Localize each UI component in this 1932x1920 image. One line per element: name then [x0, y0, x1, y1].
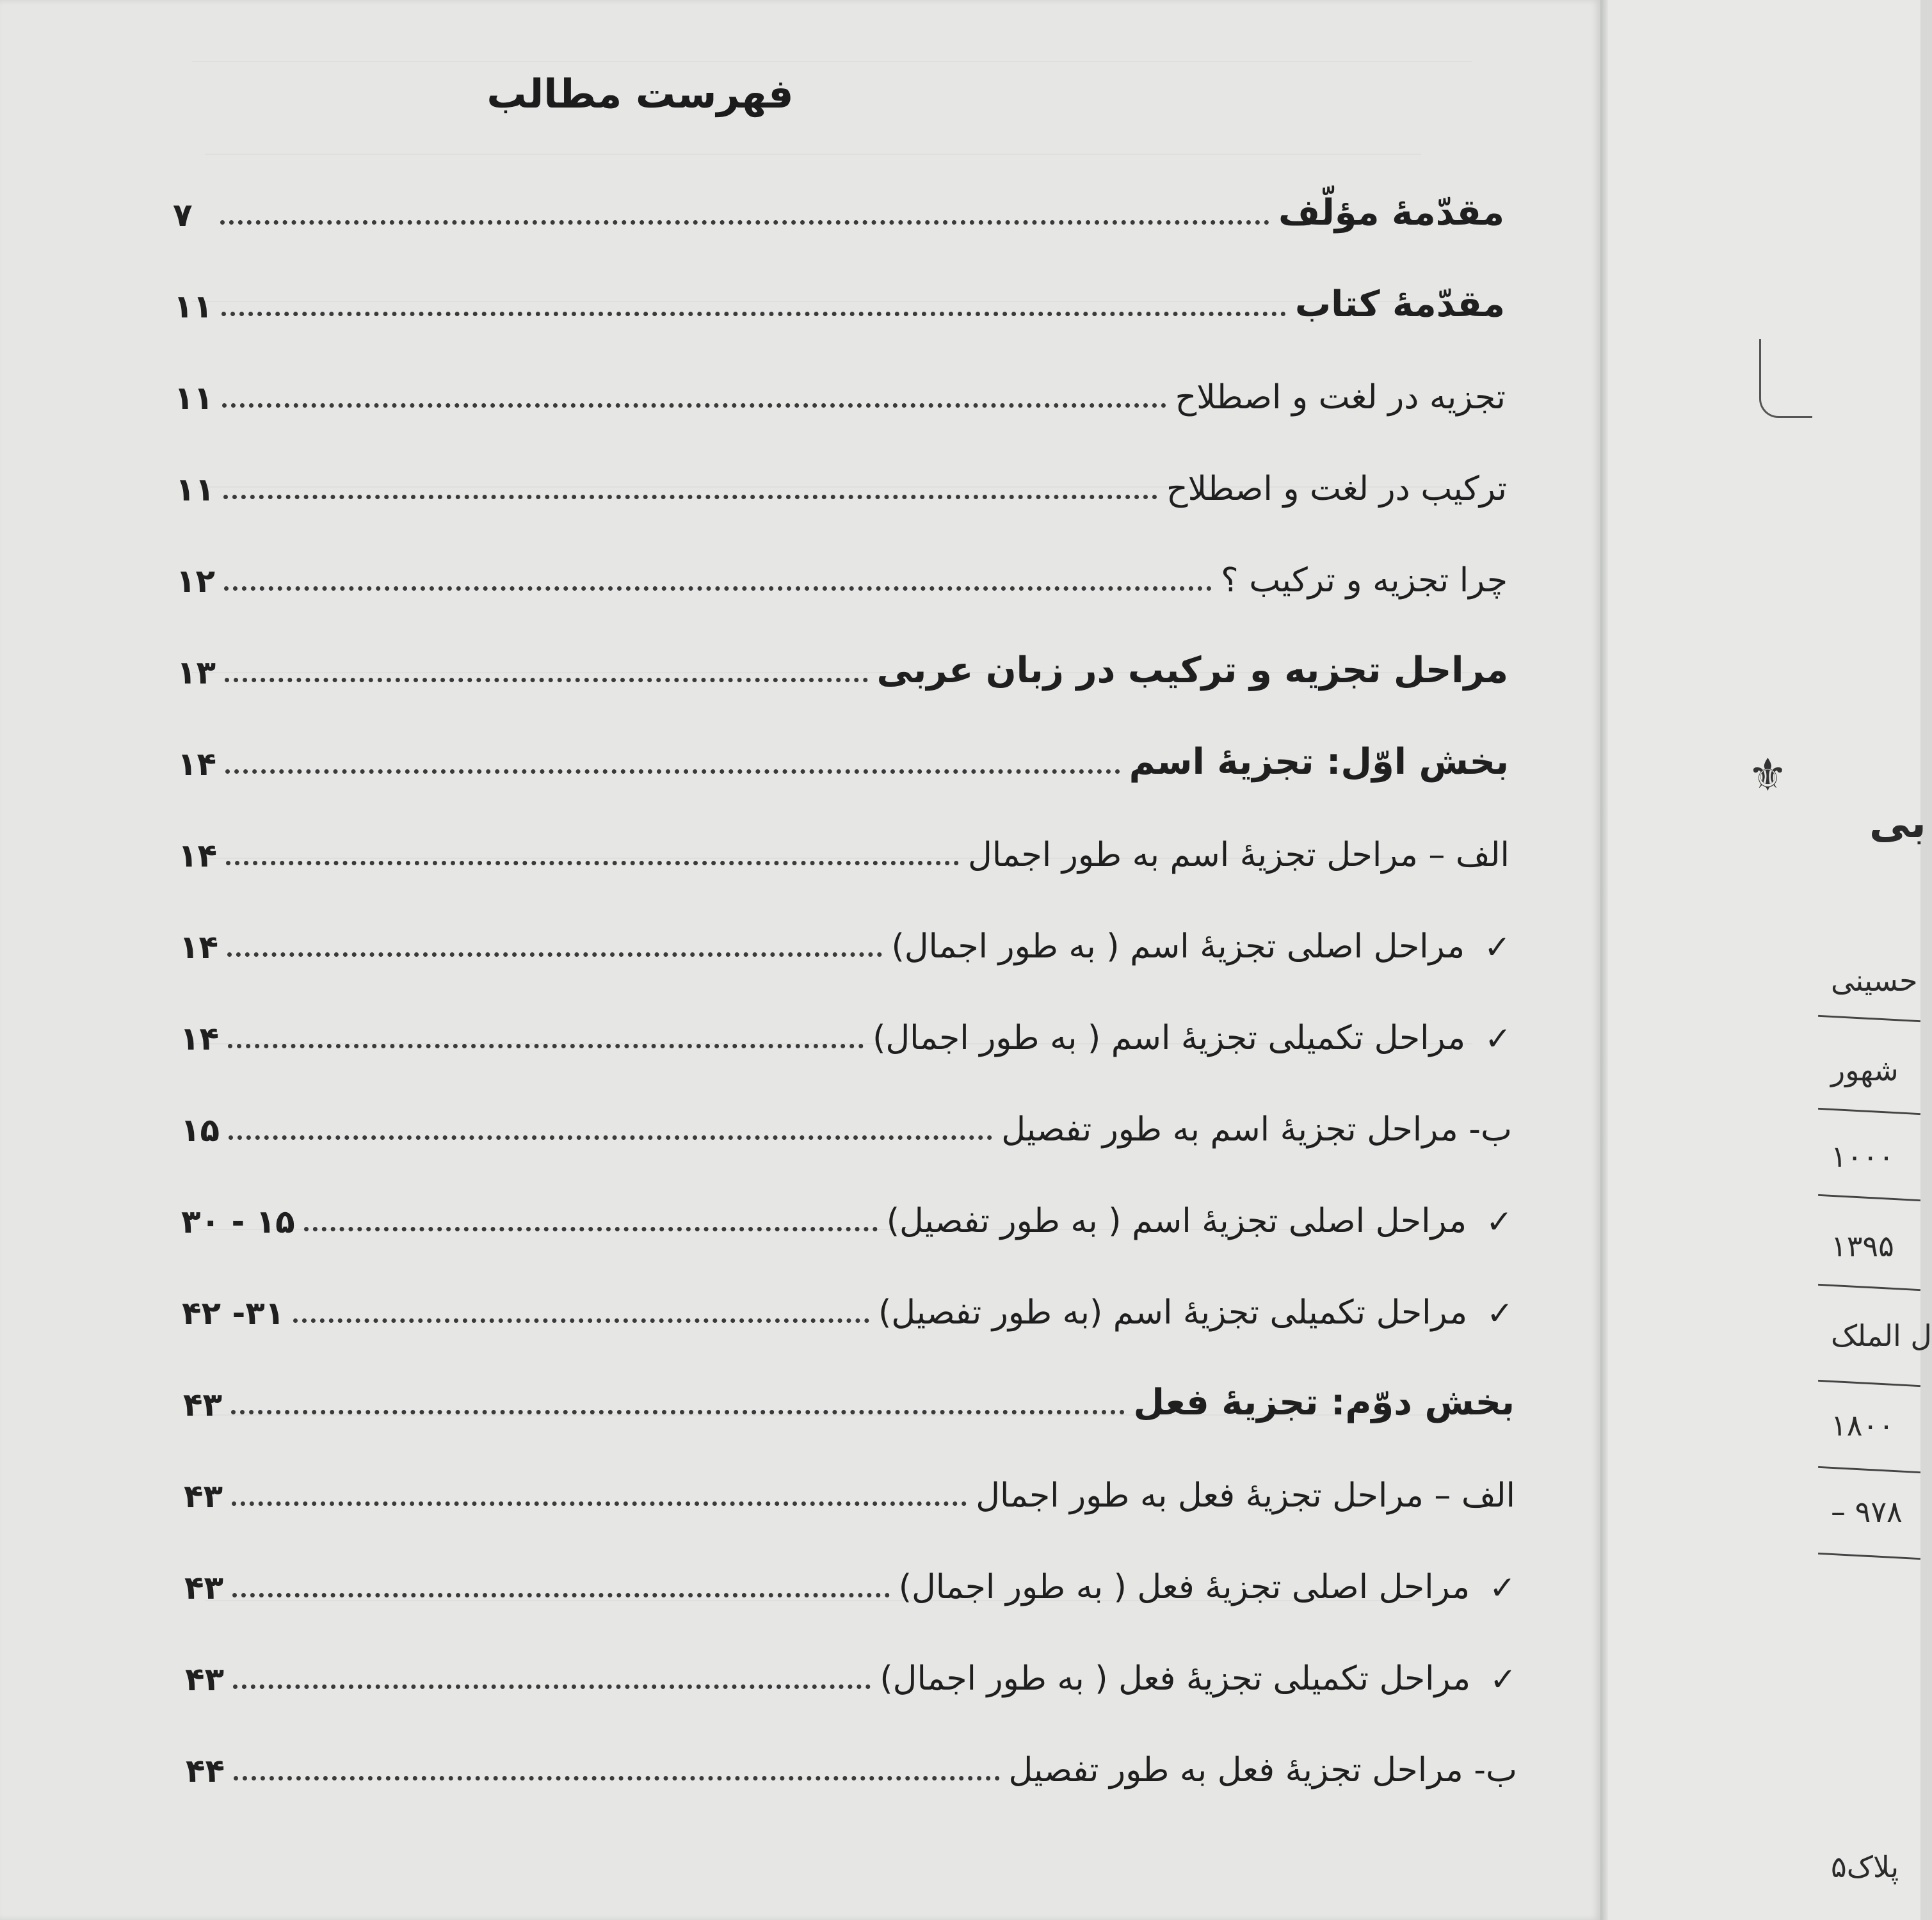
dot-leader [228, 1044, 864, 1048]
dot-leader [227, 952, 882, 957]
toc-entry-label: چرا تجزیه و ترکیب ؟ [1221, 561, 1508, 600]
dot-leader [220, 220, 1269, 225]
toc-page-number: ۱۱ [173, 288, 213, 325]
dot-leader [224, 586, 1212, 591]
toc-entry-label: مراحل تجزیه و ترکیب در زبان عربی [876, 650, 1508, 691]
facing-heading-fragment: بی [1869, 800, 1926, 847]
toc-entry-label: ب- مراحل تجزیهٔ فعل به طور تفصیل [1008, 1751, 1517, 1789]
toc-entry [184, 1457, 1515, 1515]
checkmark-icon: ✓ [1485, 1020, 1511, 1057]
toc-entry-label: ترکیب در لغت و اصطلاح [1166, 470, 1507, 508]
dot-leader [225, 678, 868, 682]
dot-leader [233, 1684, 871, 1689]
toc-entry [177, 725, 1509, 783]
toc-entry [177, 634, 1508, 691]
toc-page-number: ۱۱ [175, 471, 215, 508]
facing-text-fragment: پلاک۵ [1831, 1850, 1899, 1884]
facing-text-fragment: ۱۰۰۰ [1831, 1139, 1894, 1174]
toc-entry-label: بخش دوّم: تجزیهٔ فعل [1133, 1382, 1515, 1423]
toc-entry-label: مراحل اصلی تجزیهٔ اسم ( به طور اجمال) [891, 927, 1465, 966]
toc-entry-label: الف – مراحل تجزیهٔ اسم به طور اجمال [967, 836, 1509, 874]
toc-entry [185, 1640, 1517, 1698]
toc-entry [183, 1366, 1515, 1423]
toc-entry-label: مراحل تکمیلی تجزیهٔ فعل ( به طور اجمال) [880, 1660, 1471, 1698]
dot-leader [232, 1501, 967, 1506]
toc-entry [173, 268, 1505, 325]
toc-entry-label: ب- مراحل تجزیهٔ اسم به طور تفصیل [1001, 1110, 1512, 1149]
toc-entry [184, 1549, 1516, 1606]
facing-text-fragment: ۱۳۹۵ [1831, 1229, 1894, 1263]
toc-page-number: ۱۴ [177, 746, 217, 783]
dot-leader [223, 495, 1157, 499]
toc-entry-label: مراحل تکمیلی تجزیهٔ اسم (به طور تفصیل) [878, 1293, 1468, 1332]
toc-page-number: ۴۳ [183, 1386, 223, 1423]
toc-page-number: ۱۴ [178, 837, 218, 874]
dot-leader [231, 1410, 1124, 1414]
dot-leader [222, 403, 1166, 408]
bracket-mark [1759, 339, 1812, 418]
dot-leader [293, 1318, 869, 1323]
toc-entry-label: مقدّمهٔ کتاب [1294, 284, 1505, 325]
toc-page-number: ۱۵ - ۳۰ [181, 1203, 295, 1240]
floral-ornament-icon: ⚜ [1748, 749, 1788, 801]
book-gutter [1600, 0, 1608, 1920]
toc-entry-label: بخش اوّل: تجزیهٔ اسم [1129, 741, 1509, 783]
toc-page-number: ۱۴ [179, 929, 219, 966]
toc-page-number: ۱۵ [181, 1112, 220, 1149]
toc-entry [181, 1091, 1512, 1149]
facing-text-fragment: حسینی [1831, 963, 1918, 998]
toc-page-number: ۳۱- ۴۲ [182, 1295, 285, 1332]
toc-entry [178, 817, 1509, 874]
toc-page-number: ۴۴ [186, 1752, 225, 1789]
checkmark-icon: ✓ [1489, 1569, 1516, 1606]
toc-entry-label: الف – مراحل تجزیهٔ فعل به طور اجمال [976, 1476, 1515, 1515]
toc-page-number: ۱۴ [180, 1020, 220, 1057]
dot-leader [225, 769, 1120, 774]
toc-entry-label: تجزیه در لغت و اصطلاح [1175, 378, 1506, 417]
toc-entry [186, 1732, 1517, 1789]
toc-page-number: ۱۱ [174, 380, 214, 417]
checkmark-icon: ✓ [1484, 929, 1511, 966]
toc-entry [174, 359, 1506, 417]
dot-leader [229, 1135, 992, 1140]
dot-leader [234, 1776, 999, 1780]
toc-entry [173, 176, 1504, 234]
dot-leader [221, 312, 1286, 316]
facing-text-fragment: ۹۷۸ – [1831, 1494, 1903, 1529]
facing-text-fragment: ل الملک [1831, 1318, 1932, 1353]
checkmark-icon: ✓ [1490, 1661, 1517, 1698]
toc-page-number: ۴۳ [184, 1569, 224, 1606]
dot-leader [226, 861, 959, 865]
toc-entry [179, 908, 1511, 966]
toc-entry [181, 1183, 1513, 1240]
facing-text-fragment: ۱۸۰۰ [1831, 1408, 1894, 1443]
page-title: فهرست مطالب [487, 70, 794, 117]
toc-page-number: ۴۳ [184, 1478, 223, 1515]
toc-entry [182, 1274, 1513, 1332]
facing-page [1608, 0, 1920, 1920]
toc-entry-label: مراحل اصلی تجزیهٔ فعل ( به طور اجمال) [898, 1568, 1470, 1606]
toc-page-number: ۱۲ [176, 563, 216, 600]
toc-entry [175, 451, 1507, 508]
dot-leader [304, 1227, 878, 1231]
checkmark-icon: ✓ [1486, 1295, 1513, 1332]
toc-page-number: ۴۳ [185, 1661, 225, 1698]
toc-page-number: ۷ [173, 196, 193, 234]
toc-entry [180, 1000, 1511, 1057]
facing-text-fragment: شهور [1831, 1053, 1899, 1087]
toc-entry-label: مراحل تکمیلی تجزیهٔ اسم ( به طور اجمال) [873, 1019, 1466, 1057]
checkmark-icon: ✓ [1486, 1203, 1513, 1240]
toc-entry-label: مقدّمهٔ مؤلّف [1278, 192, 1504, 234]
toc-page-number: ۱۳ [177, 654, 216, 691]
toc-entry-label: مراحل اصلی تجزیهٔ اسم ( به طور تفصیل) [886, 1202, 1467, 1240]
toc-entry [176, 542, 1508, 600]
dot-leader [232, 1593, 890, 1597]
